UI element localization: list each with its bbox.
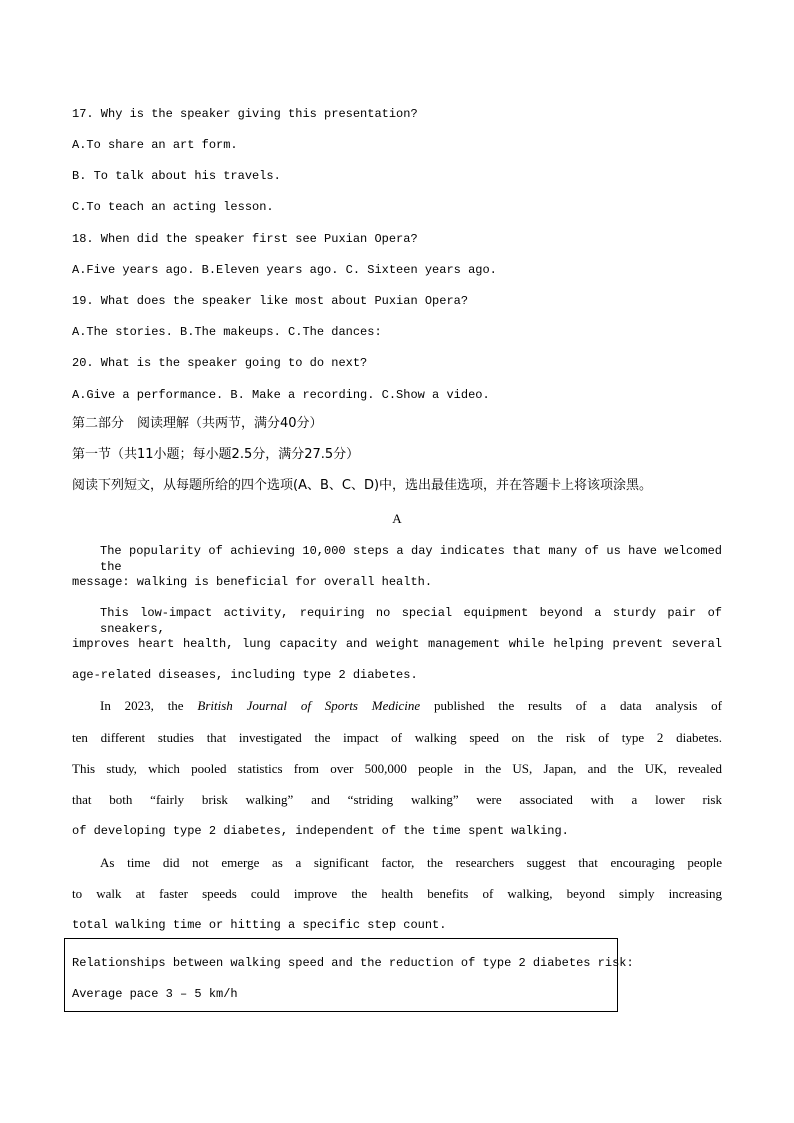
section-1-heading: 第一节（共11小题；每小题2.5分，满分27.5分） xyxy=(72,447,360,462)
passage-p3-line1 xyxy=(100,698,722,714)
table-box-row-average-pace: Average pace 3 – 5 km/h xyxy=(72,987,238,1001)
passage-p4-line1: As time did not emerge as a significant factor, the researchers suggest that encouraging people xyxy=(100,855,722,870)
passage-p3-line5: of developing type 2 diabetes, independent of the time spent walking. xyxy=(72,824,569,838)
passage-p3-line2: ten different studies that investigated the impact of walking speed on the risk of type 2 diabetes. xyxy=(72,730,722,745)
passage-p3-line3: This study, which pooled statistics from over 500,000 people in the US, Japan, and the UK, revealed xyxy=(72,761,722,776)
walking-speed-table-box xyxy=(64,938,634,1012)
question-19-stem: 19. What does the speaker like most about Puxian Opera? xyxy=(72,294,469,308)
passage-p4-line3: total walking time or hitting a specific step count. xyxy=(72,918,447,932)
question-19-options: A.The stories. B.The makeups. C.The dances: xyxy=(72,325,382,339)
question-20-options: A.Give a performance. B. Make a recording. C.Show a video. xyxy=(72,388,490,402)
question-17-option-c: C.To teach an acting lesson. xyxy=(72,200,274,214)
reading-instruction: 阅读下列短文，从每题所给的四个选项(A、B、C、D)中，选出最佳选项，并在答题卡上将该项涂黑。 xyxy=(72,478,653,493)
question-17-stem: 17. Why is the speaker giving this presentation? xyxy=(72,107,418,121)
passage-p3-line4: that both “fairly brisk walking” and “striding walking” were associated with a lower risk xyxy=(72,792,722,807)
passage-p1-line2: message: walking is beneficial for overall health. xyxy=(72,575,433,589)
journal-title: British Journal of Sports Medicine xyxy=(197,698,421,713)
question-17-option-a: A.To share an art form. xyxy=(72,138,238,152)
question-17-option-b: B. To talk about his travels. xyxy=(72,169,281,183)
passage-p2-line2: improves heart health, lung capacity and weight management while helping prevent several xyxy=(72,637,722,651)
passage-p2-line3: age-related diseases, including type 2 diabetes. xyxy=(72,668,418,682)
passage-label: A xyxy=(392,511,402,526)
passage-p4-line2: to walk at faster speeds could improve the health benefits of walking, beyond simply increasing xyxy=(72,886,722,901)
passage-p3-line1-pre: In 2023, the xyxy=(100,698,198,713)
passage-p2-line1: This low-impact activity, requiring no special equipment beyond a sturdy pair of sneakers, xyxy=(100,606,722,636)
passage-p1-line1: The popularity of achieving 10,000 steps a day indicates that many of us have welcomed the xyxy=(100,544,722,574)
question-18-stem: 18. When did the speaker first see Puxian Opera? xyxy=(72,232,418,246)
question-20-stem: 20. What is the speaker going to do next? xyxy=(72,356,368,370)
question-18-options: A.Five years ago. B.Eleven years ago. C. Sixteen years ago. xyxy=(72,263,497,277)
passage-p3-line1-post: published the results of a data analysis of xyxy=(420,698,722,713)
table-box-title: Relationships between walking speed and the reduction of type 2 diabetes risk: xyxy=(72,956,634,970)
part-2-heading: 第二部分 阅读理解（共两节，满分40分） xyxy=(72,416,323,431)
